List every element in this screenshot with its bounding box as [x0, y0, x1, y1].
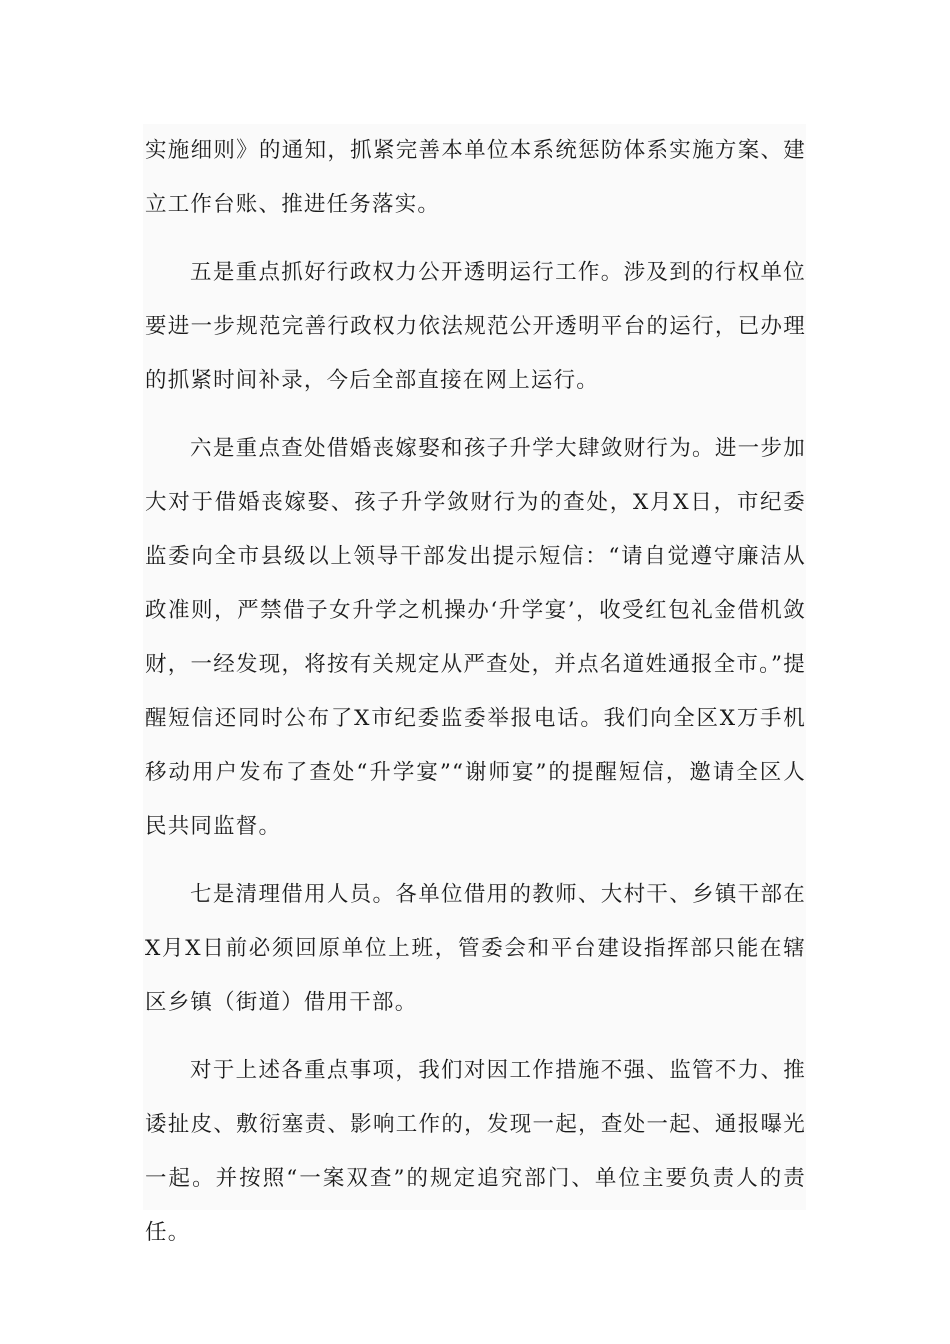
paragraph-closing: 对于上述各重点事项，我们对因工作措施不强、监管不力、推诿扯皮、敷衍塞责、影响工作的，发现一起，查处一起、通报曝光一起。并按照“一案双查”的规定追究部门、单位主要负责人的责任。	[145, 1058, 806, 1245]
paragraph-item-six: 六是重点查处借婚丧嫁娶和孩子升学大肆敛财行为。进一步加大对于借婚丧嫁娶、孩子升学敛财行为的查处，X月X日，市纪委监委向全市县级以上领导干部发出提示短信：“请自觉遵守廉洁从政准则，严禁借子女升学之机操办‘升学宴’，收受红包礼金借机敛财，一经发现，将按有关规定从严查处，并点名道姓通报全市。”提醒短信还同时公布了X市纪委监委举报电话。我们向全区X万手机移动用户发布了查处“升学宴”“谢师宴”的提醒短信，邀请全区人民共同监督。	[145, 436, 806, 839]
document-body	[143, 124, 806, 1245]
paragraph-continuation: 实施细则》的通知，抓紧完善本单位本系统惩防体系实施方案、建立工作台账、推进任务落实。	[145, 138, 806, 217]
paragraph-item-seven: 七是清理借用人员。各单位借用的教师、大村干、乡镇干部在X月X日前必须回原单位上班，管委会和平台建设指挥部只能在辖区乡镇（街道）借用干部。	[145, 882, 806, 1015]
paragraph-item-five: 五是重点抓好行政权力公开透明运行工作。涉及到的行权单位要进一步规范完善行政权力依法规范公开透明平台的运行，已办理的抓紧时间补录，今后全部直接在网上运行。	[145, 260, 806, 393]
